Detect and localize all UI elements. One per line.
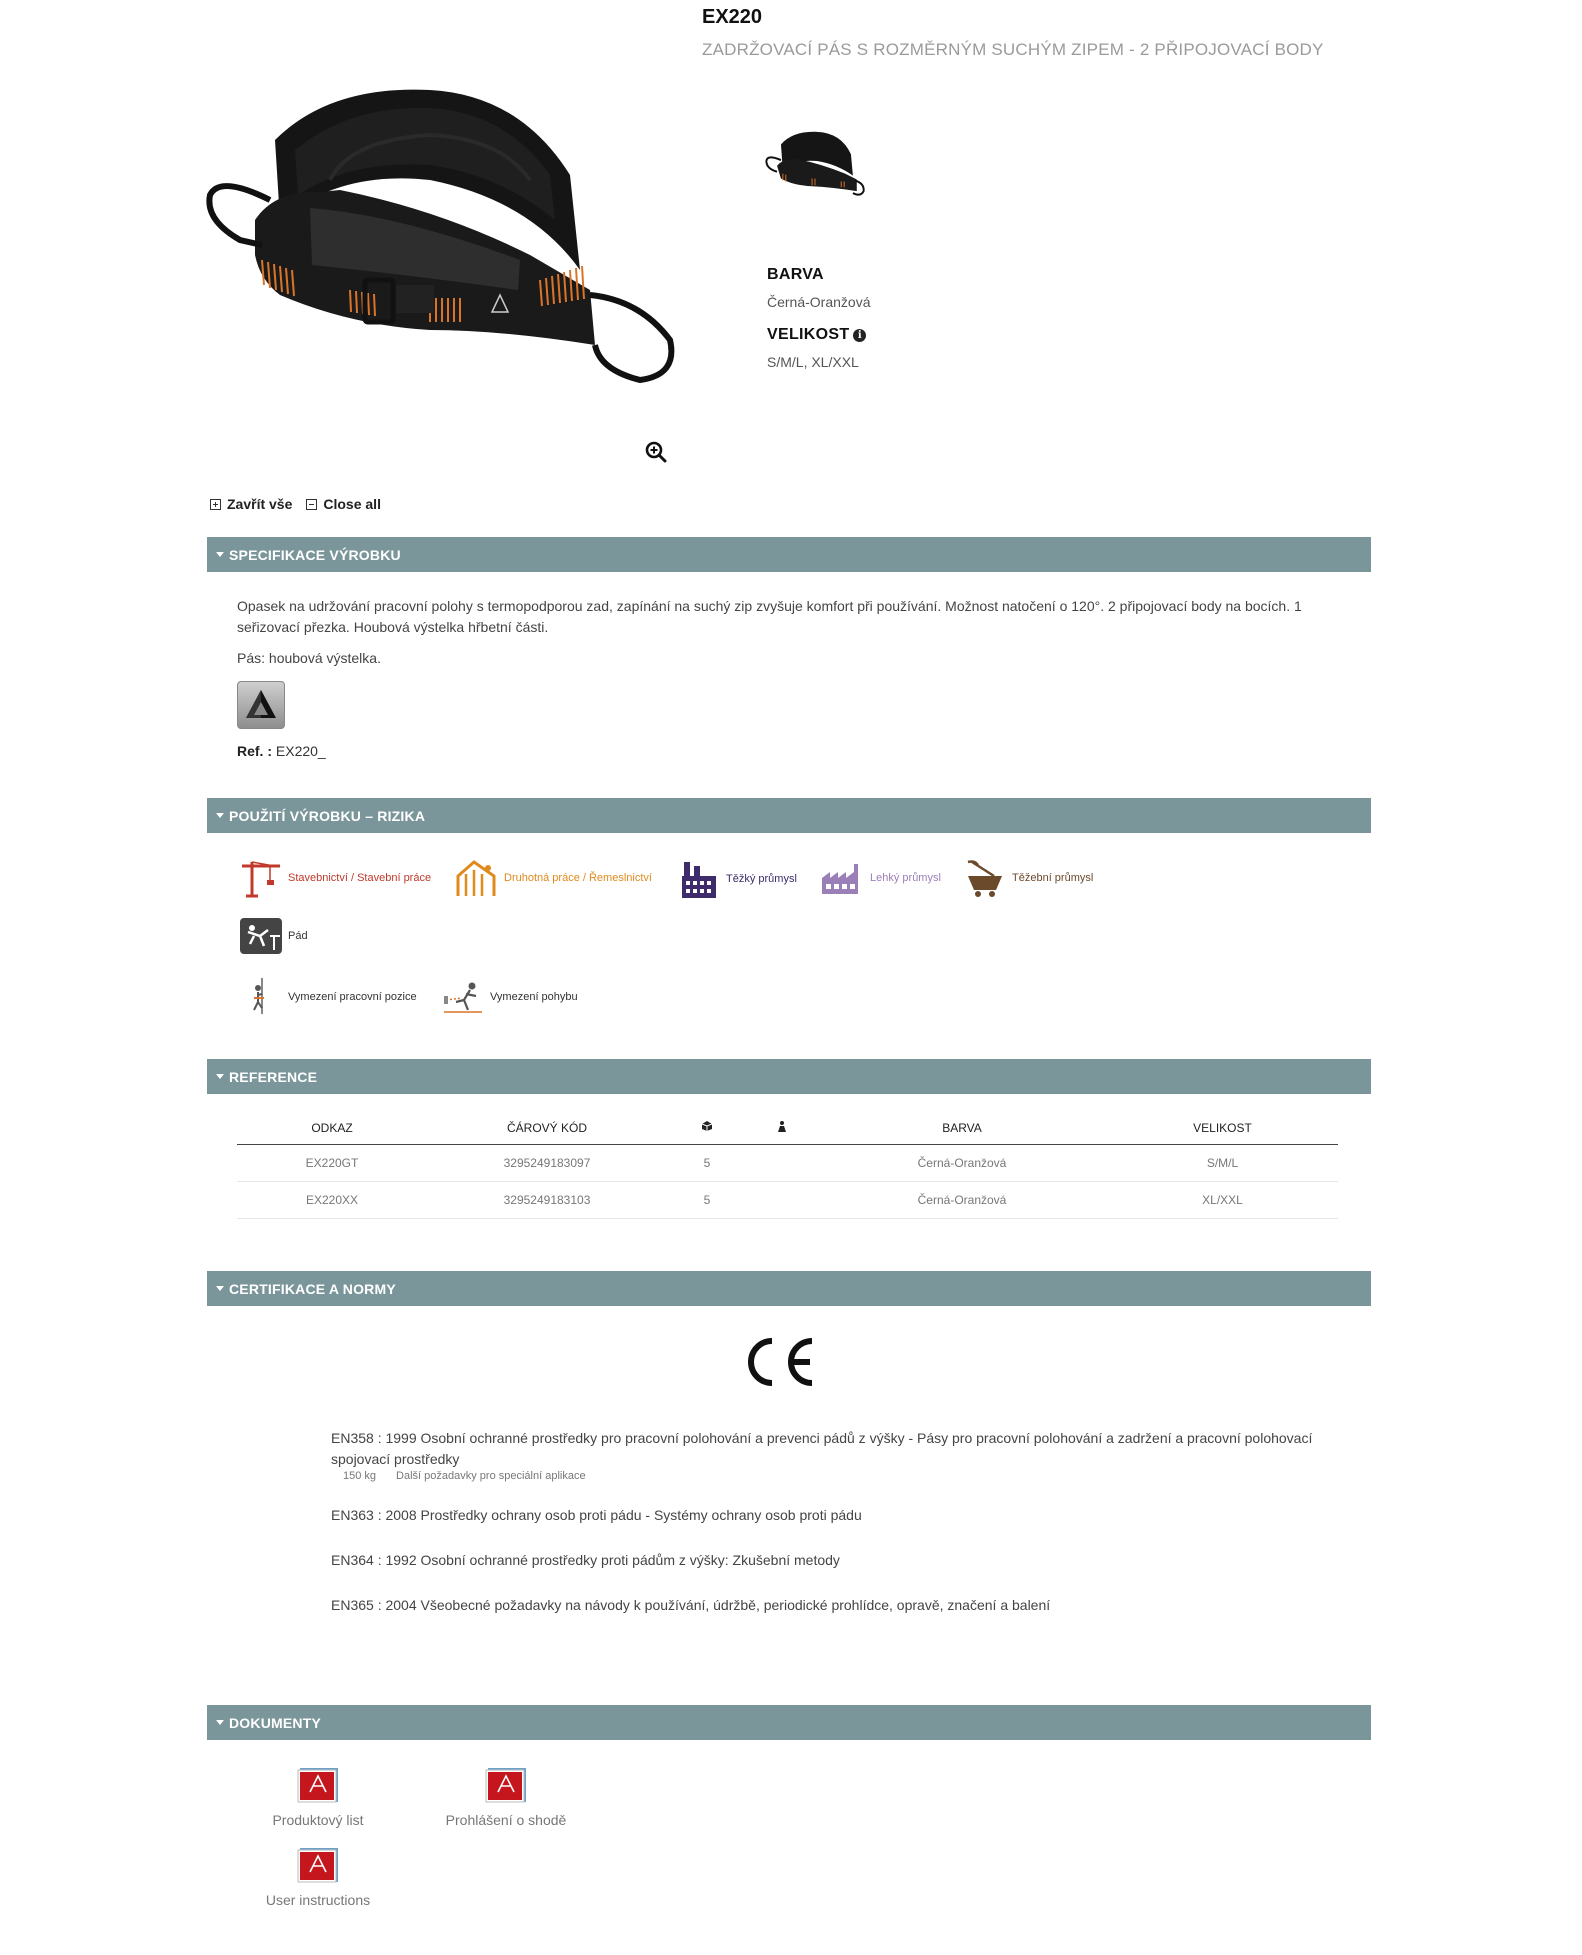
col-header-barcode: ČÁROVÝ KÓD [427, 1112, 667, 1144]
risk-construction[interactable] [240, 858, 431, 898]
cell-color: Černá-Oranžová [817, 1144, 1107, 1181]
risk-mining[interactable] [964, 858, 1093, 898]
section-header-cert[interactable] [207, 1271, 1371, 1306]
caret-down-icon [216, 813, 224, 818]
box-icon [701, 1120, 713, 1132]
reference-table [237, 1112, 1338, 1219]
document-label: User instructions [265, 1892, 371, 1908]
cell-ref: EX220XX [237, 1181, 427, 1218]
risk-label: Pád [288, 930, 308, 942]
document-label: Prohlášení o shodě [445, 1812, 567, 1828]
risk-light-industry[interactable] [820, 858, 941, 898]
cell-box-qty: 5 [667, 1144, 747, 1181]
person-icon [777, 1120, 787, 1132]
roof-worker-icon [454, 858, 498, 898]
ref-label: Ref. : [237, 743, 272, 759]
heavy-factory-icon [678, 858, 720, 900]
caret-down-icon [216, 1286, 224, 1291]
caret-down-icon [216, 552, 224, 557]
spec-material: Pás: houbová výstelka. [237, 650, 381, 666]
document-label: Produktový list [272, 1812, 364, 1828]
norm-extra: Další požadavky pro speciální aplikace [396, 1470, 586, 1482]
product-title: EX220 [702, 6, 763, 28]
color-value: Černá-Oranžová [767, 294, 871, 310]
size-value: S/M/L, XL/XXL [767, 354, 859, 370]
section-title: CERTIFIKACE A NORMY [229, 1280, 396, 1297]
mining-cart-icon [964, 858, 1006, 898]
work-position-icon [240, 978, 282, 1016]
cell-color: Černá-Oranžová [817, 1181, 1107, 1218]
risk-fall[interactable] [240, 918, 308, 954]
cell-person [747, 1181, 817, 1218]
section-header-spec[interactable] [207, 537, 1371, 572]
size-label: VELIKOST [767, 326, 850, 343]
spec-reference [237, 743, 326, 759]
zoom-icon[interactable] [644, 440, 668, 464]
light-factory-icon [820, 858, 864, 898]
risk-label: Těžký průmysl [726, 873, 797, 885]
table-row [237, 1144, 1338, 1181]
restraint-icon [442, 978, 484, 1016]
collapse-square-icon [306, 499, 317, 510]
expand-square-icon [210, 499, 221, 510]
section-title: REFERENCE [229, 1068, 318, 1085]
caret-down-icon [216, 1720, 224, 1725]
crane-icon [240, 858, 282, 898]
close-all-button[interactable] [306, 496, 381, 512]
col-header-person [747, 1112, 817, 1144]
col-header-size: VELIKOST [1107, 1112, 1338, 1144]
norm-en363: EN363 : 2008 Prostředky ochrany osob proti pádu - Systémy ochrany osob proti pádu [331, 1507, 862, 1523]
norm-load: 150 kg [343, 1470, 377, 1482]
section-header-docs[interactable] [207, 1705, 1371, 1740]
cell-barcode: 3295249183103 [427, 1181, 667, 1218]
open-all-button[interactable] [210, 496, 292, 512]
pdf-icon [296, 1846, 340, 1884]
cell-barcode: 3295249183097 [427, 1144, 667, 1181]
product-subtitle: ZADRŽOVACÍ PÁS S ROZMĚRNÝM SUCHÝM ZIPEM - 2 PŘIPOJOVACÍ BODY [702, 40, 1324, 59]
document-user-instructions[interactable] [248, 1846, 388, 1908]
section-title: DOKUMENTY [229, 1714, 322, 1731]
caret-down-icon [216, 1074, 224, 1079]
risk-restraint[interactable] [442, 978, 578, 1016]
risk-label: Druhotná práce / Řemeslnictví [504, 872, 652, 884]
norm-en365: EN365 : 2004 Všeobecné požadavky na návody k používání, údržbě, periodické prohlídce, opravě, značení a balení [331, 1597, 1051, 1613]
section-header-usage[interactable] [207, 798, 1371, 833]
cell-person [747, 1144, 817, 1181]
ce-mark-icon [742, 1335, 816, 1389]
product-main-image[interactable] [200, 80, 680, 400]
brand-logo-icon [237, 681, 285, 729]
pdf-icon [296, 1766, 340, 1804]
section-title: POUŽITÍ VÝROBKU – RIZIKA [229, 807, 426, 824]
document-product-sheet[interactable] [248, 1766, 388, 1828]
section-title: SPECIFIKACE VÝROBKU [229, 546, 401, 563]
document-declaration[interactable] [436, 1766, 576, 1828]
info-icon[interactable]: i [853, 329, 866, 342]
risk-label: Lehký průmysl [870, 872, 941, 884]
risk-label: Vymezení pohybu [490, 991, 578, 1003]
size-label-row [767, 326, 866, 344]
col-header-box [667, 1112, 747, 1144]
open-all-label: Zavřít vše [227, 496, 293, 512]
risk-work-position[interactable] [240, 978, 417, 1016]
pdf-icon [484, 1766, 528, 1804]
norm-en358: EN358 : 1999 Osobní ochranné prostředky pro pracovní polohování a prevenci pádů z výšky - Pásy pro pracovní polohování a zadržení a pracovní polohovací spojovací prostředky [331, 1430, 1313, 1467]
product-thumbnail[interactable] [762, 126, 866, 198]
section-header-reference[interactable] [207, 1059, 1371, 1094]
table-header-row [237, 1112, 1338, 1144]
risk-label: Těžební průmysl [1012, 872, 1094, 884]
norm-en358-details [343, 1470, 586, 1482]
fall-icon [240, 918, 282, 954]
cell-size: XL/XXL [1107, 1181, 1338, 1218]
spec-description: Opasek na udržování pracovní polohy s termopodporou zad, zapínání na suchý zip zvyšuje komfort při používání. Možnost natočení o 120°. 2 připojovací body na bocích. 1 seřizovací přezka. Houbová výstelka hřbetní části. [237, 598, 1302, 635]
cell-box-qty: 5 [667, 1181, 747, 1218]
cell-ref: EX220GT [237, 1144, 427, 1181]
col-header-ref: ODKAZ [237, 1112, 427, 1144]
risk-heavy-industry[interactable] [678, 858, 797, 900]
table-row [237, 1181, 1338, 1218]
col-header-color: BARVA [817, 1112, 1107, 1144]
ref-value: EX220_ [275, 743, 326, 759]
risk-label: Stavebnictví / Stavební práce [288, 872, 432, 884]
norm-en364: EN364 : 1992 Osobní ochranné prostředky proti pádům z výšky: Zkušební metody [331, 1552, 840, 1568]
cell-size: S/M/L [1107, 1144, 1338, 1181]
risk-crafts[interactable] [454, 858, 652, 898]
risk-label: Vymezení pracovní pozice [288, 991, 417, 1003]
toggle-all-row [210, 496, 387, 512]
close-all-label: Close all [323, 496, 381, 512]
color-label: BARVA [767, 266, 824, 283]
